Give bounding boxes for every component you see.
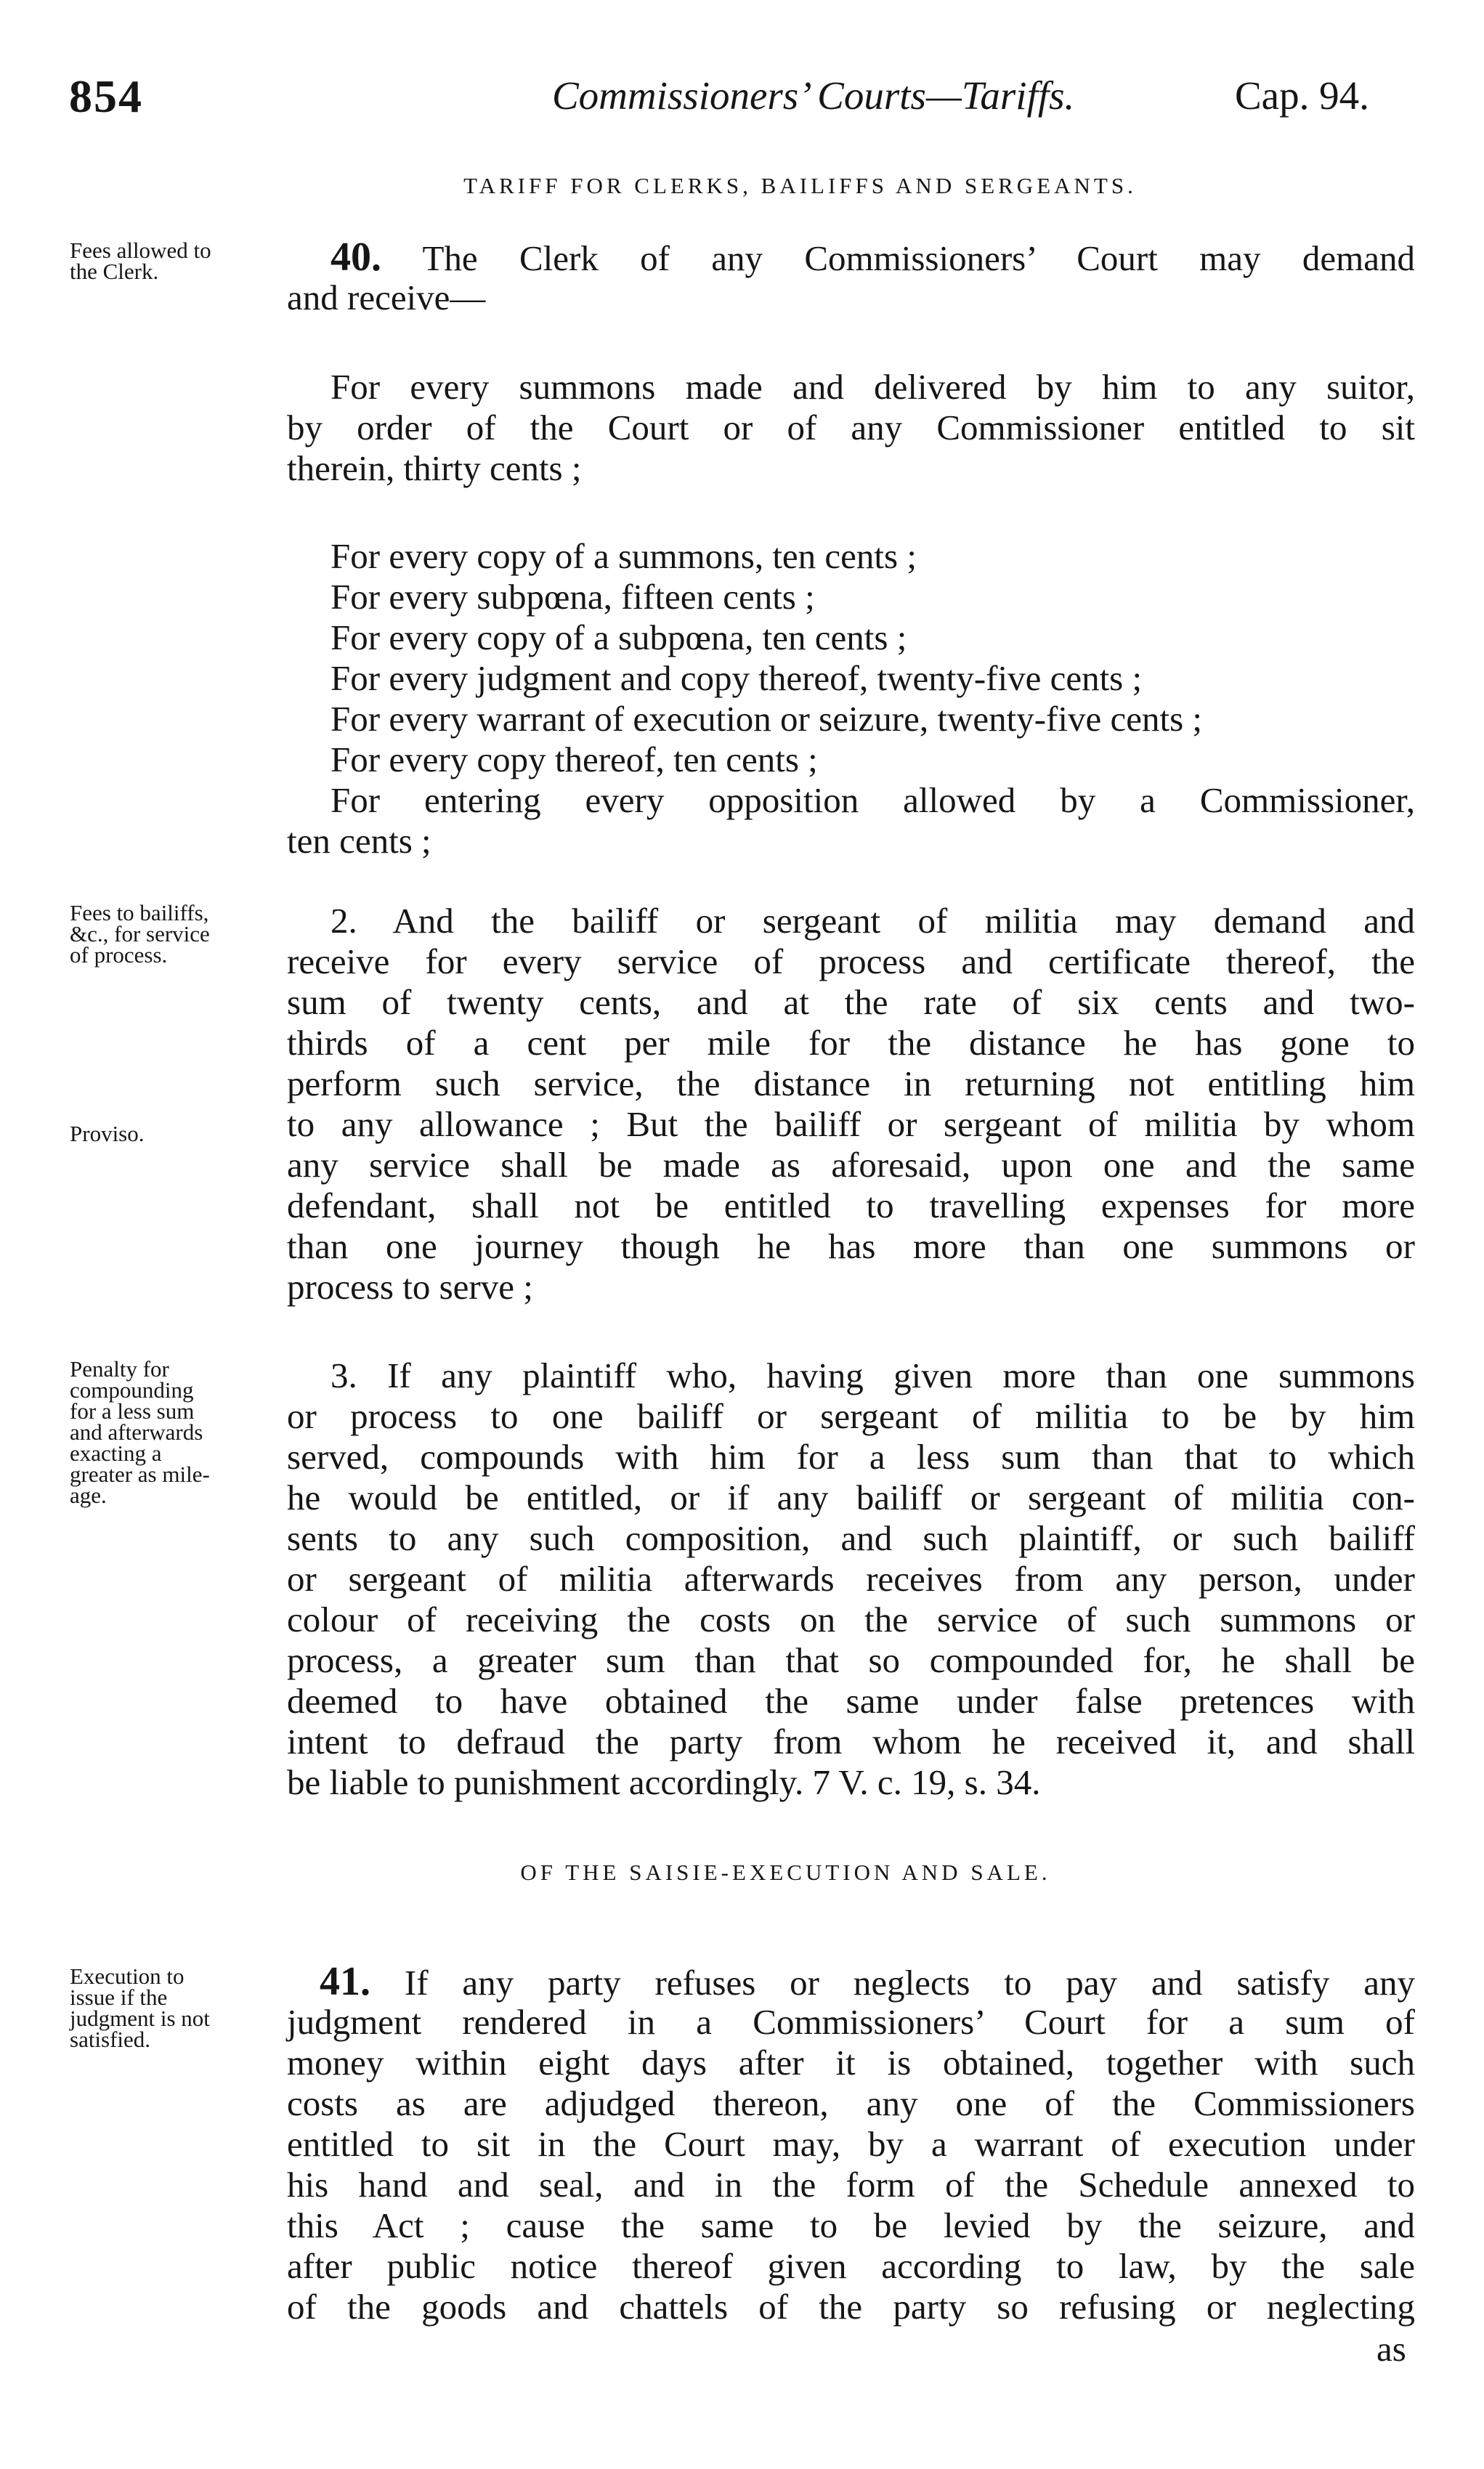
summons-line-2: by order of the Court or of any Commissioner entitled to sit [287, 408, 1415, 447]
margin-note-line: Penalty for [70, 1356, 169, 1382]
margin-note-line: exacting a [70, 1440, 162, 1466]
para2-line: any service shall be made as aforesaid, upon one and the same [287, 1145, 1415, 1185]
sec40-text: The Clerk of any Commissioners’ Court may demand [422, 238, 1415, 278]
para3-line: 3. If any plaintiff who, having given more than one summons [331, 1355, 1415, 1395]
page-number: 854 [69, 70, 143, 122]
para3-line: intent to defraud the party from whom he received it, and shall [287, 1722, 1415, 1761]
margin-note-line: judgment is not [70, 2006, 210, 2031]
margin-note-line: of process. [70, 942, 168, 968]
margin-note-line: age. [70, 1483, 107, 1508]
para3-line: served, compounds with him for a less sum than that to which [287, 1437, 1415, 1477]
para2-line: to any allowance ; But the bailiff or sergeant of militia by whom [287, 1104, 1415, 1144]
fee-list-item: For every copy of a subpœna, ten cents ; [331, 617, 907, 657]
para3-line: be liable to punishment accordingly. 7 V. c. 19, s. 34. [287, 1762, 1041, 1802]
sec41-line-1 [320, 1961, 1415, 2003]
para2-line: receive for every service of process and certificate thereof, the [287, 941, 1415, 981]
section-number-40: 40. [331, 235, 381, 280]
sec41-text: If any party refuses or neglects to pay and satisfy any [404, 1963, 1416, 2003]
summons-line-3: therein, thirty cents ; [287, 448, 582, 488]
margin-note-line: greater as mile- [70, 1461, 210, 1487]
para3-line: he would be entitled, or if any bailiff or sergeant of militia con- [287, 1477, 1415, 1517]
sec41-line: after public notice thereof given according to law, by the sale [287, 2246, 1415, 2286]
para3-line: process, a greater sum than that so compounded for, he shall be [287, 1640, 1415, 1680]
catchword: as [1376, 2329, 1406, 2369]
para2-line: defendant, shall not be entitled to travelling expenses for more [287, 1185, 1415, 1225]
para2-line: than one journey though he has more than one summons or [287, 1226, 1415, 1266]
sec40-line-2: and receive— [287, 277, 486, 317]
margin-note-line: for a less sum [70, 1398, 195, 1424]
para2-line: perform such service, the distance in returning not entitling him [287, 1063, 1415, 1103]
para3-line: or sergeant of militia afterwards receives from any person, under [287, 1559, 1415, 1599]
fee-list-item: For every copy thereof, ten cents ; [331, 739, 818, 779]
sec41-line: money within eight days after it is obtained, together with such [287, 2043, 1415, 2083]
sec41-line: of the goods and chattels of the party so refusing or neglecting [287, 2287, 1415, 2327]
sec41-line: judgment rendered in a Commissioners’ Court for a sum of [287, 2002, 1415, 2042]
section-heading-tariff: TARIFF FOR CLERKS, BAILIFFS AND SERGEANTS. [463, 173, 1137, 198]
para3-line: deemed to have obtained the same under false pretences with [287, 1681, 1415, 1721]
margin-note-line: issue if the [70, 1984, 168, 2010]
sec41-line: this Act ; cause the same to be levied by the seizure, and [287, 2205, 1415, 2245]
chapter-number: Cap. 94. [1235, 73, 1369, 118]
fee-list-item: For every warrant of execution or seizure, twenty-five cents ; [331, 699, 1203, 739]
fee-list-item: For every judgment and copy thereof, twenty-five cents ; [331, 658, 1143, 698]
para3-line: sents to any such composition, and such plaintiff, or such bailiff [287, 1518, 1415, 1558]
sec41-line: costs as are adjudged thereon, any one of the Commissioners [287, 2083, 1415, 2123]
margin-note-penalty [70, 1358, 288, 1506]
fee-list-item: For entering every opposition allowed by a Commissioner, [331, 780, 1415, 820]
margin-note-line: Fees allowed to [70, 238, 211, 263]
sec41-line: entitled to sit in the Court may, by a warrant of execution under [287, 2124, 1415, 2164]
margin-note-line: Execution to [70, 1963, 185, 1989]
margin-note-line: compounding [70, 1377, 194, 1403]
margin-note-line: Proviso. [70, 1121, 145, 1146]
para2-line: 2. And the bailiff or sergeant of militia may demand and [331, 901, 1415, 941]
margin-note-proviso [70, 1123, 288, 1144]
section-heading-saisie: OF THE SAISIE-EXECUTION AND SALE. [520, 1860, 1051, 1885]
margin-note-line: Fees to bailiffs, [70, 900, 209, 925]
summons-line-1: For every summons made and delivered by him to any suitor, [331, 367, 1415, 407]
running-title: Commissioners’ Courts—Tariffs. [552, 73, 1075, 118]
para3-line: colour of receiving the costs on the service of such summons or [287, 1600, 1415, 1639]
para3-line: or process to one bailiff or sergeant of militia to be by him [287, 1396, 1415, 1436]
margin-note-line: and afterwards [70, 1419, 203, 1445]
sec40-line-1 [331, 237, 1415, 279]
fee-list-item: For every subpœna, fifteen cents ; [331, 577, 815, 617]
margin-note-fees-bailiffs [70, 900, 288, 968]
margin-note-fees-clerk [70, 240, 288, 282]
para2-line: thirds of a cent per mile for the distance he has gone to [287, 1023, 1415, 1063]
fee-list-item: For every copy of a summons, ten cents ; [331, 536, 917, 576]
fee-list-item: ten cents ; [287, 821, 431, 861]
margin-note-execution [70, 1963, 288, 2052]
section-number-41: 41. [320, 1959, 370, 2004]
para2-line: process to serve ; [287, 1267, 533, 1307]
margin-note-line: &c., for service [70, 921, 210, 946]
sec41-line: his hand and seal, and in the form of the Schedule annexed to [287, 2165, 1415, 2205]
margin-note-line: the Clerk. [70, 259, 159, 284]
para2-line: sum of twenty cents, and at the rate of six cents and two- [287, 982, 1415, 1022]
margin-note-line: satisfied. [70, 2027, 151, 2052]
